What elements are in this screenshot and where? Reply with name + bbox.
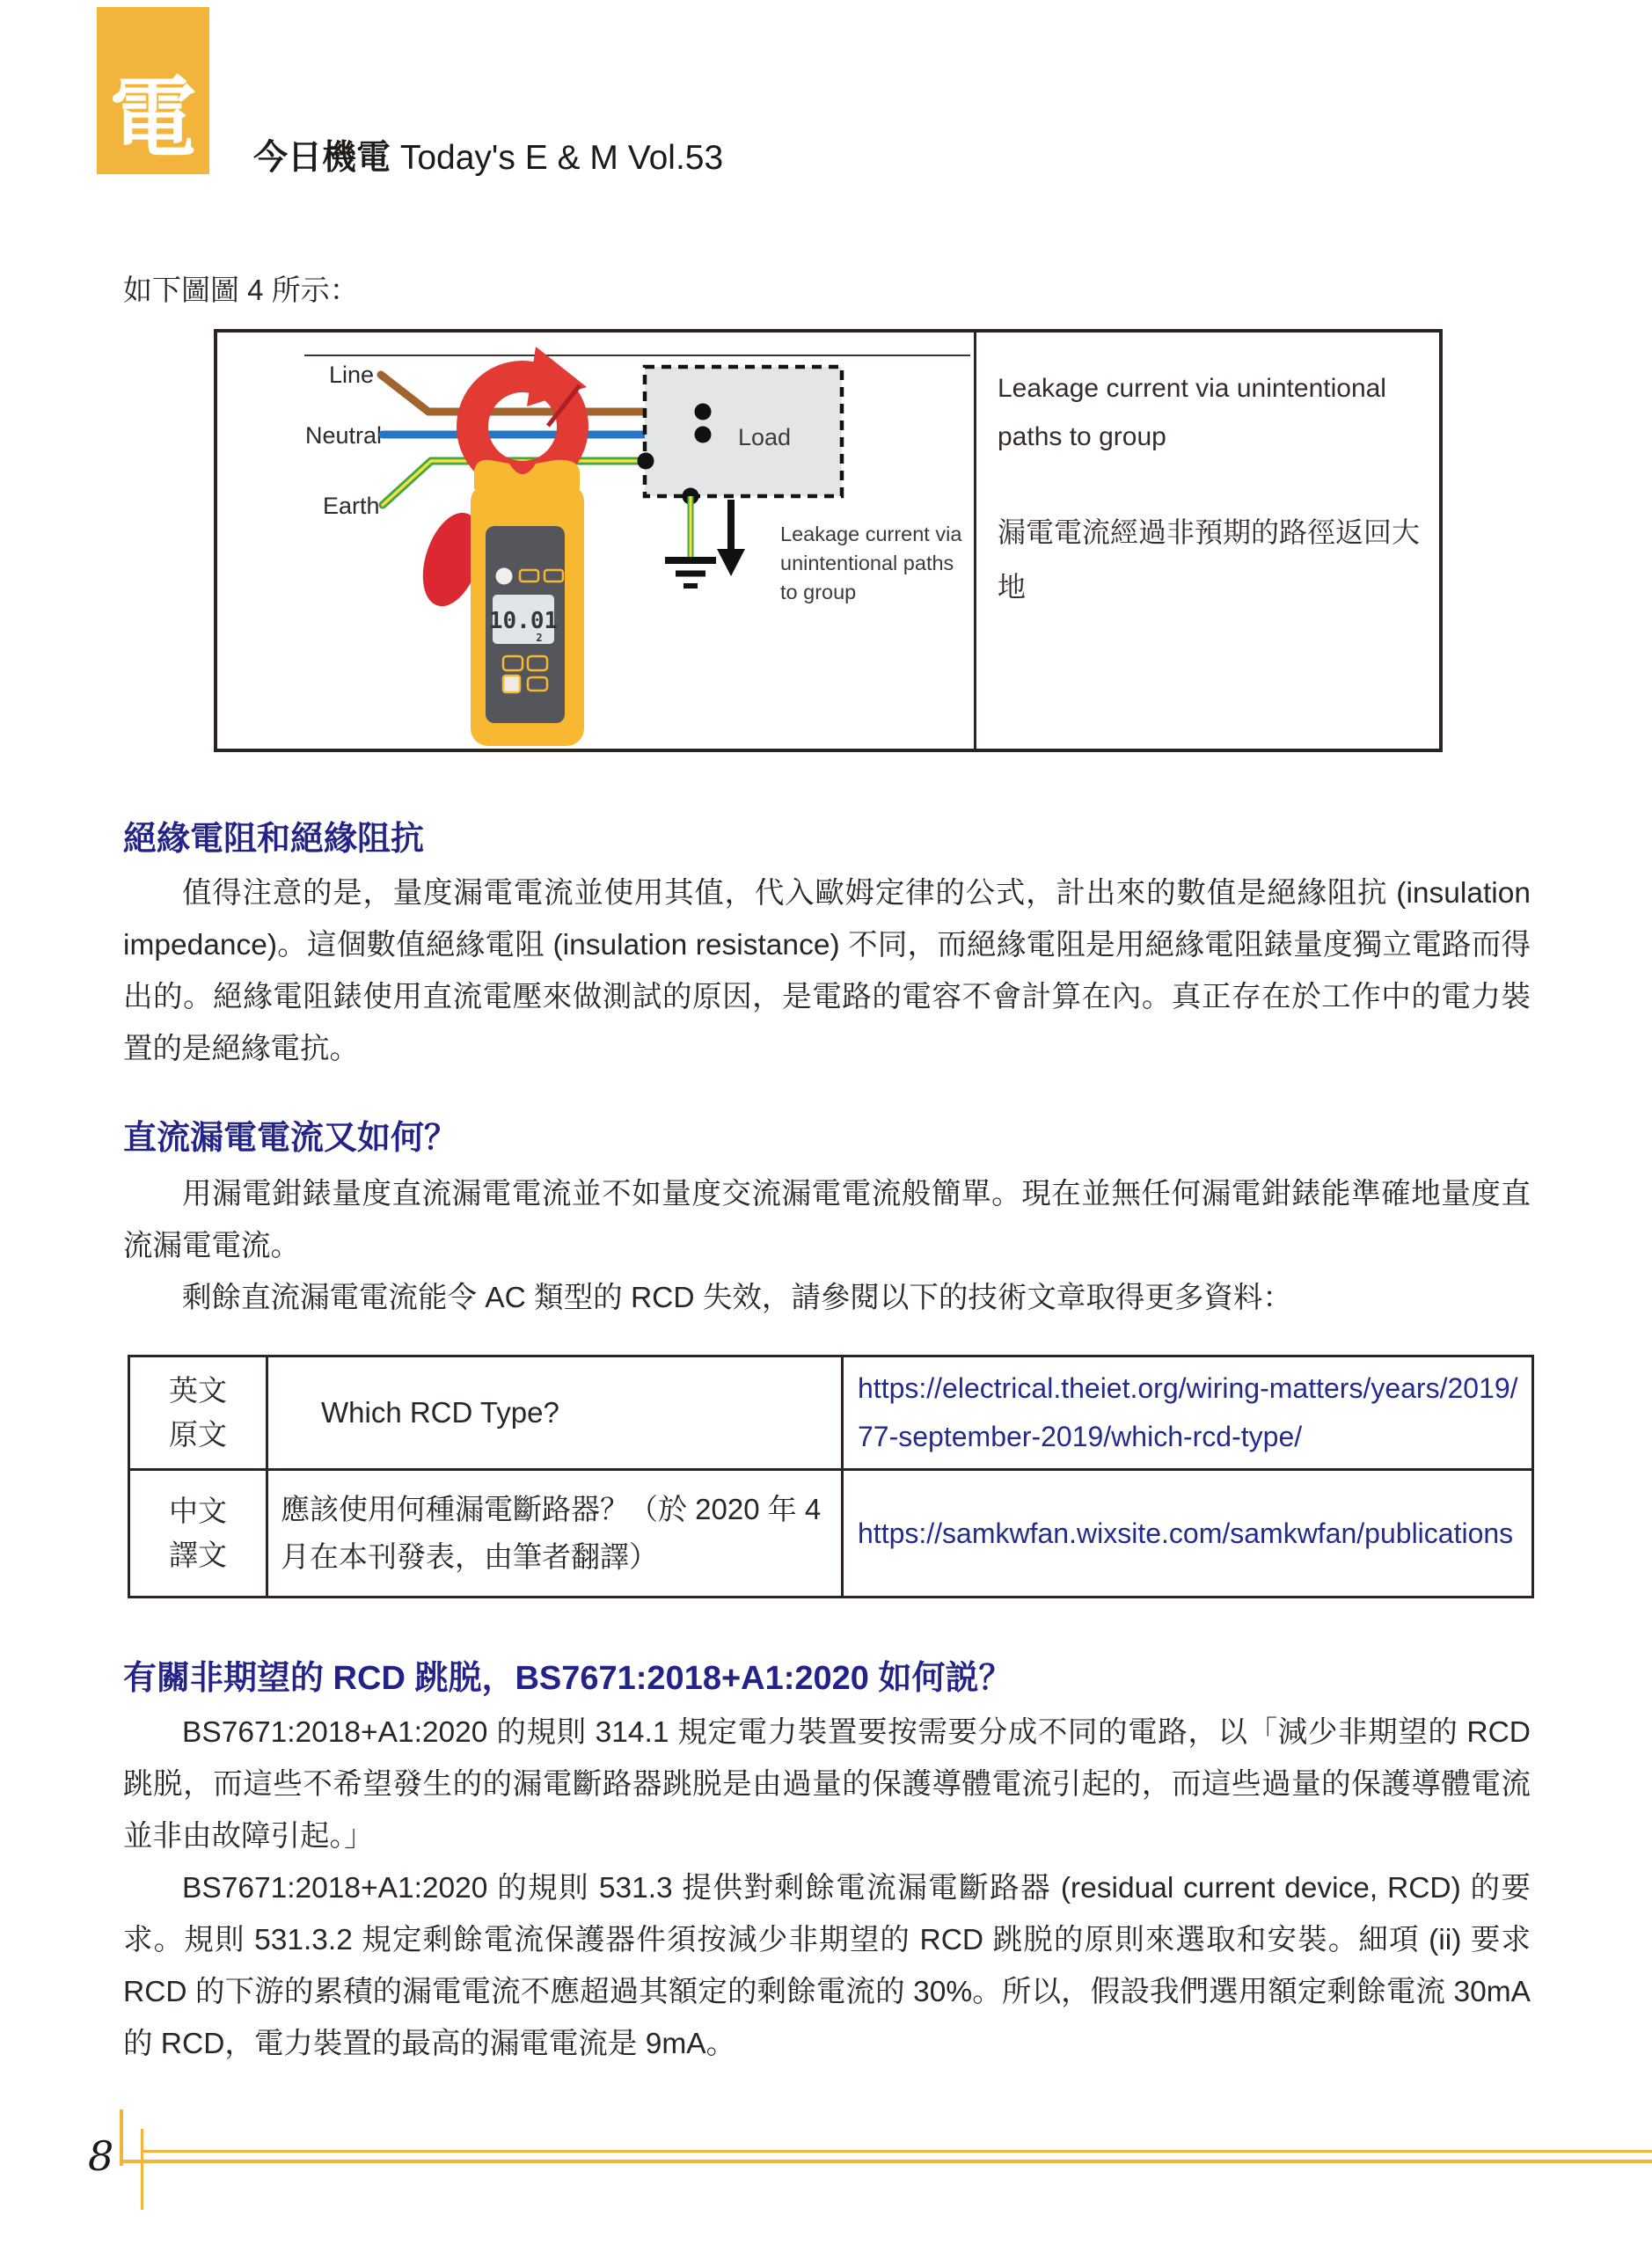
meter-mode-button-1: [520, 570, 538, 581]
row-label-line: 英文: [169, 1374, 227, 1407]
header-title-cjk: 今日機電: [253, 139, 391, 177]
footer-rule-horizontal-thin: [143, 2150, 1652, 2153]
neutral-terminal-dot: [695, 427, 712, 443]
meter-key-3: [503, 676, 520, 692]
leakage-diagram-image: [217, 333, 974, 749]
figure-4: [214, 329, 1443, 752]
footer-rule-vertical-thin: [141, 2129, 143, 2210]
header-title: [253, 130, 723, 179]
section-heading-dc-leakage: 直流漏電電流又如何？: [123, 1120, 458, 1157]
paragraph: 用漏電鉗錶量度直流漏電電流並不如量度交流漏電電流般簡單。現在並無任何漏電鉗錶能準確地量度直流漏電電流。: [123, 1178, 1531, 1262]
row-label-line: 原文: [169, 1418, 227, 1451]
neutral-wire-label: Neutral: [305, 422, 383, 449]
paragraph: 剩餘直流漏電電流能令 AC 類型的 RCD 失效，請參閱以下的技術文章取得更多資料：: [182, 1282, 1292, 1314]
header-title-latin: Today's E & M Vol.53: [399, 139, 724, 177]
line-wire-label: Line: [329, 362, 375, 388]
reference-table: [128, 1355, 1534, 1598]
logo-character: 電: [109, 66, 197, 170]
row-label-cell: [129, 1356, 267, 1470]
table-row: [129, 1470, 1533, 1598]
load-label: Load: [737, 424, 792, 450]
paragraph: 值得注意的是，量度漏電電流並使用其值，代入歐姆定律的公式，計出來的數值是絕緣阻抗 (insulation impedance)。這個數值絕緣電阻 (insulation resistance) 不同，而絕緣電阻是用絕緣電阻錶量度獨立電路而得出的。絕緣電阻錶使用直流電壓來做測試的原因，是電路的電容不會計算在內。真正存在於工作中的電力裝置的是絕緣電抗。: [123, 877, 1531, 1065]
page-number: 8: [88, 2132, 114, 2180]
earth-wire-label: Earth: [323, 493, 380, 519]
section-body-rcd-tripping: [123, 1707, 1531, 2070]
section-body-dc-leakage: [123, 1168, 1531, 1324]
figure-side-note: [974, 333, 1439, 749]
paragraph: BS7671:2018+A1:2020 的規則 531.3 提供對剩餘電流漏電斷路器 (residual current device, RCD) 的要求。規則 531.3.2 規定剩餘電流保護器件須按減少非期望的 RCD 跳脱的原則來選取和安裝。細項 (ii) 要求 RCD 的下游的累積的漏電電流不應超過其額定的剩餘電流的 30%。所以，假設我們選用額定剩餘電流 30mA 的 RCD，電力裝置的最高的漏電電流是 9mA。: [123, 1872, 1531, 2060]
row-label-cell: [129, 1470, 267, 1598]
section-heading-insulation: 絕緣電阻和絕緣阻抗: [123, 821, 425, 858]
article-url-cell: [843, 1356, 1533, 1470]
row-label-line: 中文: [169, 1495, 227, 1527]
meter-reading-sub: 2: [536, 632, 543, 644]
leakage-arrow-head: [717, 549, 745, 576]
article-title-cell: 應該使用何種漏電斷路器？（於 2020 年 4 月在本刊發表，由筆者翻譯）: [267, 1470, 843, 1598]
article-link[interactable]: https://samkwfan.wixsite.com/samkwfan/publications: [858, 1517, 1514, 1549]
earth-terminal-dot: [638, 453, 654, 470]
intro-text: 如下圖圖 4 所示：: [123, 274, 359, 306]
side-note-chinese: 漏電電流經過非預期的路徑返回大地: [998, 516, 1421, 603]
line-terminal-dot: [695, 404, 712, 420]
table-row: [129, 1356, 1533, 1470]
footer-rule-vertical-thick: [120, 2109, 123, 2166]
article-link[interactable]: https://electrical.theiet.org/wiring-matters/years/2019/77-september-2019/which-rcd-type/: [858, 1372, 1518, 1452]
meter-reading: 10.01: [488, 608, 559, 634]
diagram-caption-line-2: unintentional paths: [780, 552, 954, 574]
figure-diagram: [217, 333, 974, 749]
meter-mode-button-2: [545, 570, 563, 581]
diagram-caption-line-1: Leakage current via: [780, 523, 962, 545]
side-note-english: Leakage current via unintentional paths to group: [998, 374, 1386, 451]
meter-key-4: [528, 677, 547, 691]
section-heading-rcd-tripping: 有關非期望的 RCD 跳脱，BS7671:2018+A1:2020 如何説？: [123, 1660, 1012, 1697]
row-label-line: 譯文: [169, 1539, 227, 1571]
meter-power-dot: [496, 568, 513, 585]
article-title-cell: Which RCD Type?: [267, 1356, 843, 1470]
section-body-insulation: [123, 867, 1531, 1075]
meter-key-2: [528, 656, 547, 670]
article-url-cell: [843, 1470, 1533, 1598]
diagram-caption-line-3: to group: [780, 581, 857, 603]
meter-key-1: [503, 656, 523, 670]
footer-rule-horizontal-thick: [120, 2160, 1652, 2163]
magazine-logo: [97, 7, 209, 174]
paragraph: BS7671:2018+A1:2020 的規則 314.1 規定電力裝置要按需要分成不同的電路，以「減少非期望的 RCD 跳脱，而這些不希望發生的的漏電斷路器跳脱是由過量的保護導體電流引起的，而這些過量的保護導體電流並非由故障引起。」: [123, 1716, 1531, 1853]
